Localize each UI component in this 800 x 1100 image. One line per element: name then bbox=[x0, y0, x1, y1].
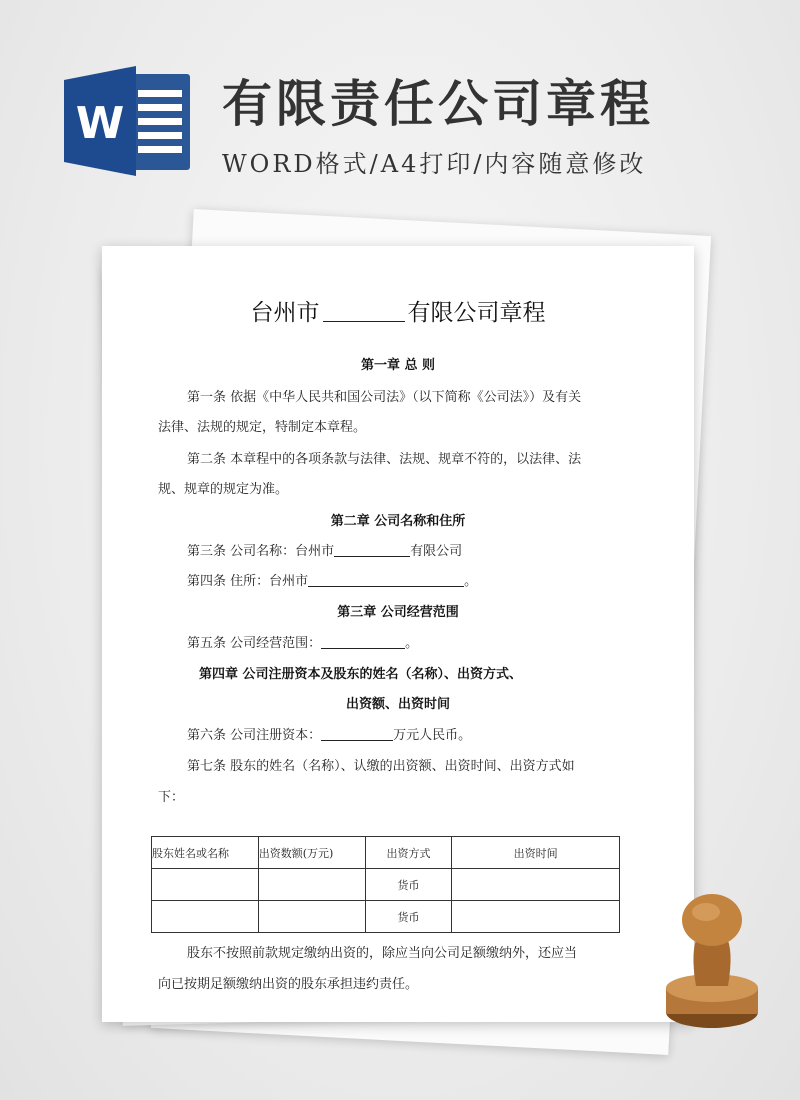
chapter-4-heading-line-1: 第四章 公司注册资本及股东的姓名（名称）、出资方式、 bbox=[199, 667, 523, 682]
article-7-line-2: 下： bbox=[158, 790, 185, 805]
article-2-line-2: 规、规章的规定为准。 bbox=[158, 482, 289, 497]
table-cell bbox=[258, 901, 365, 933]
article-5-suffix: 。 bbox=[405, 636, 419, 651]
document-title bbox=[102, 294, 694, 327]
chapter-3-heading: 第三章 公司经营范围 bbox=[337, 605, 459, 620]
table-cell bbox=[258, 869, 365, 901]
closing-line-2: 向已按期足额缴纳出资的股东承担违约责任。 bbox=[158, 977, 419, 992]
wooden-stamp-icon bbox=[650, 880, 770, 1040]
document-title-prefix: 台州市 bbox=[250, 300, 320, 326]
article-6-prefix: 第六条 公司注册资本： bbox=[187, 728, 322, 743]
article-1-line-1: 第一条 依据《中华人民共和国公司法》（以下简称《公司法》）及有关 bbox=[187, 390, 582, 405]
closing-line-1: 股东不按照前款规定缴纳出资的，除应当向公司足额缴纳外，还应当 bbox=[187, 946, 578, 961]
table-header-cell: 出资方式 bbox=[365, 837, 452, 869]
article-6-suffix: 万元人民币。 bbox=[393, 728, 472, 743]
document-page bbox=[102, 246, 694, 1022]
table-row bbox=[152, 869, 620, 901]
table-cell bbox=[152, 901, 259, 933]
article-5-prefix: 第五条 公司经营范围： bbox=[187, 636, 322, 651]
article-6 bbox=[187, 724, 471, 743]
article-3-prefix: 第三条 公司名称：台州市 bbox=[187, 544, 335, 559]
article-7-line-1: 第七条 股东的姓名（名称）、认缴的出资额、出资时间、出资方式如 bbox=[187, 759, 575, 774]
table-header-cell: 股东姓名或名称 bbox=[152, 837, 259, 869]
table-cell bbox=[152, 869, 259, 901]
word-logo-letter: W bbox=[75, 98, 125, 149]
header bbox=[0, 0, 800, 200]
table-cell bbox=[452, 869, 620, 901]
article-4-prefix: 第四条 住所：台州市 bbox=[187, 574, 309, 589]
article-3 bbox=[187, 540, 462, 559]
business-scope-blank bbox=[321, 635, 405, 649]
chapter-1-heading: 第一章 总 则 bbox=[360, 358, 436, 373]
article-2-line-1: 第二条 本章程中的各项条款与法律、法规、规章不符的，以法律、法 bbox=[187, 452, 582, 467]
chapter-2-heading: 第二章 公司名称和住所 bbox=[330, 514, 466, 529]
table-cell bbox=[452, 901, 620, 933]
chapter-4-heading-line-2: 出资额、出资时间 bbox=[345, 697, 450, 712]
article-4-suffix: 。 bbox=[464, 574, 478, 589]
header-title: 有限责任公司章程 bbox=[222, 75, 654, 133]
title-blank bbox=[323, 302, 405, 322]
address-blank bbox=[308, 573, 464, 587]
document-title-suffix: 有限公司章程 bbox=[407, 300, 546, 326]
article-3-suffix: 有限公司 bbox=[410, 544, 463, 559]
company-name-blank bbox=[334, 543, 410, 557]
article-5 bbox=[187, 632, 418, 651]
table-header-cell: 出资时间 bbox=[452, 837, 620, 869]
article-1-line-2: 法律、法规的规定，特制定本章程。 bbox=[158, 420, 367, 435]
table-cell: 货币 bbox=[365, 869, 452, 901]
table-header-row bbox=[152, 837, 620, 869]
word-logo-icon bbox=[64, 66, 190, 176]
registered-capital-blank bbox=[321, 727, 393, 741]
table-header-cell: 出资数额(万元) bbox=[258, 837, 365, 869]
table-cell: 货币 bbox=[365, 901, 452, 933]
table-row bbox=[152, 901, 620, 933]
shareholder-table bbox=[151, 836, 620, 933]
header-subtitle: WORD格式/A4打印/内容随意修改 bbox=[222, 150, 647, 178]
article-4 bbox=[187, 570, 477, 589]
